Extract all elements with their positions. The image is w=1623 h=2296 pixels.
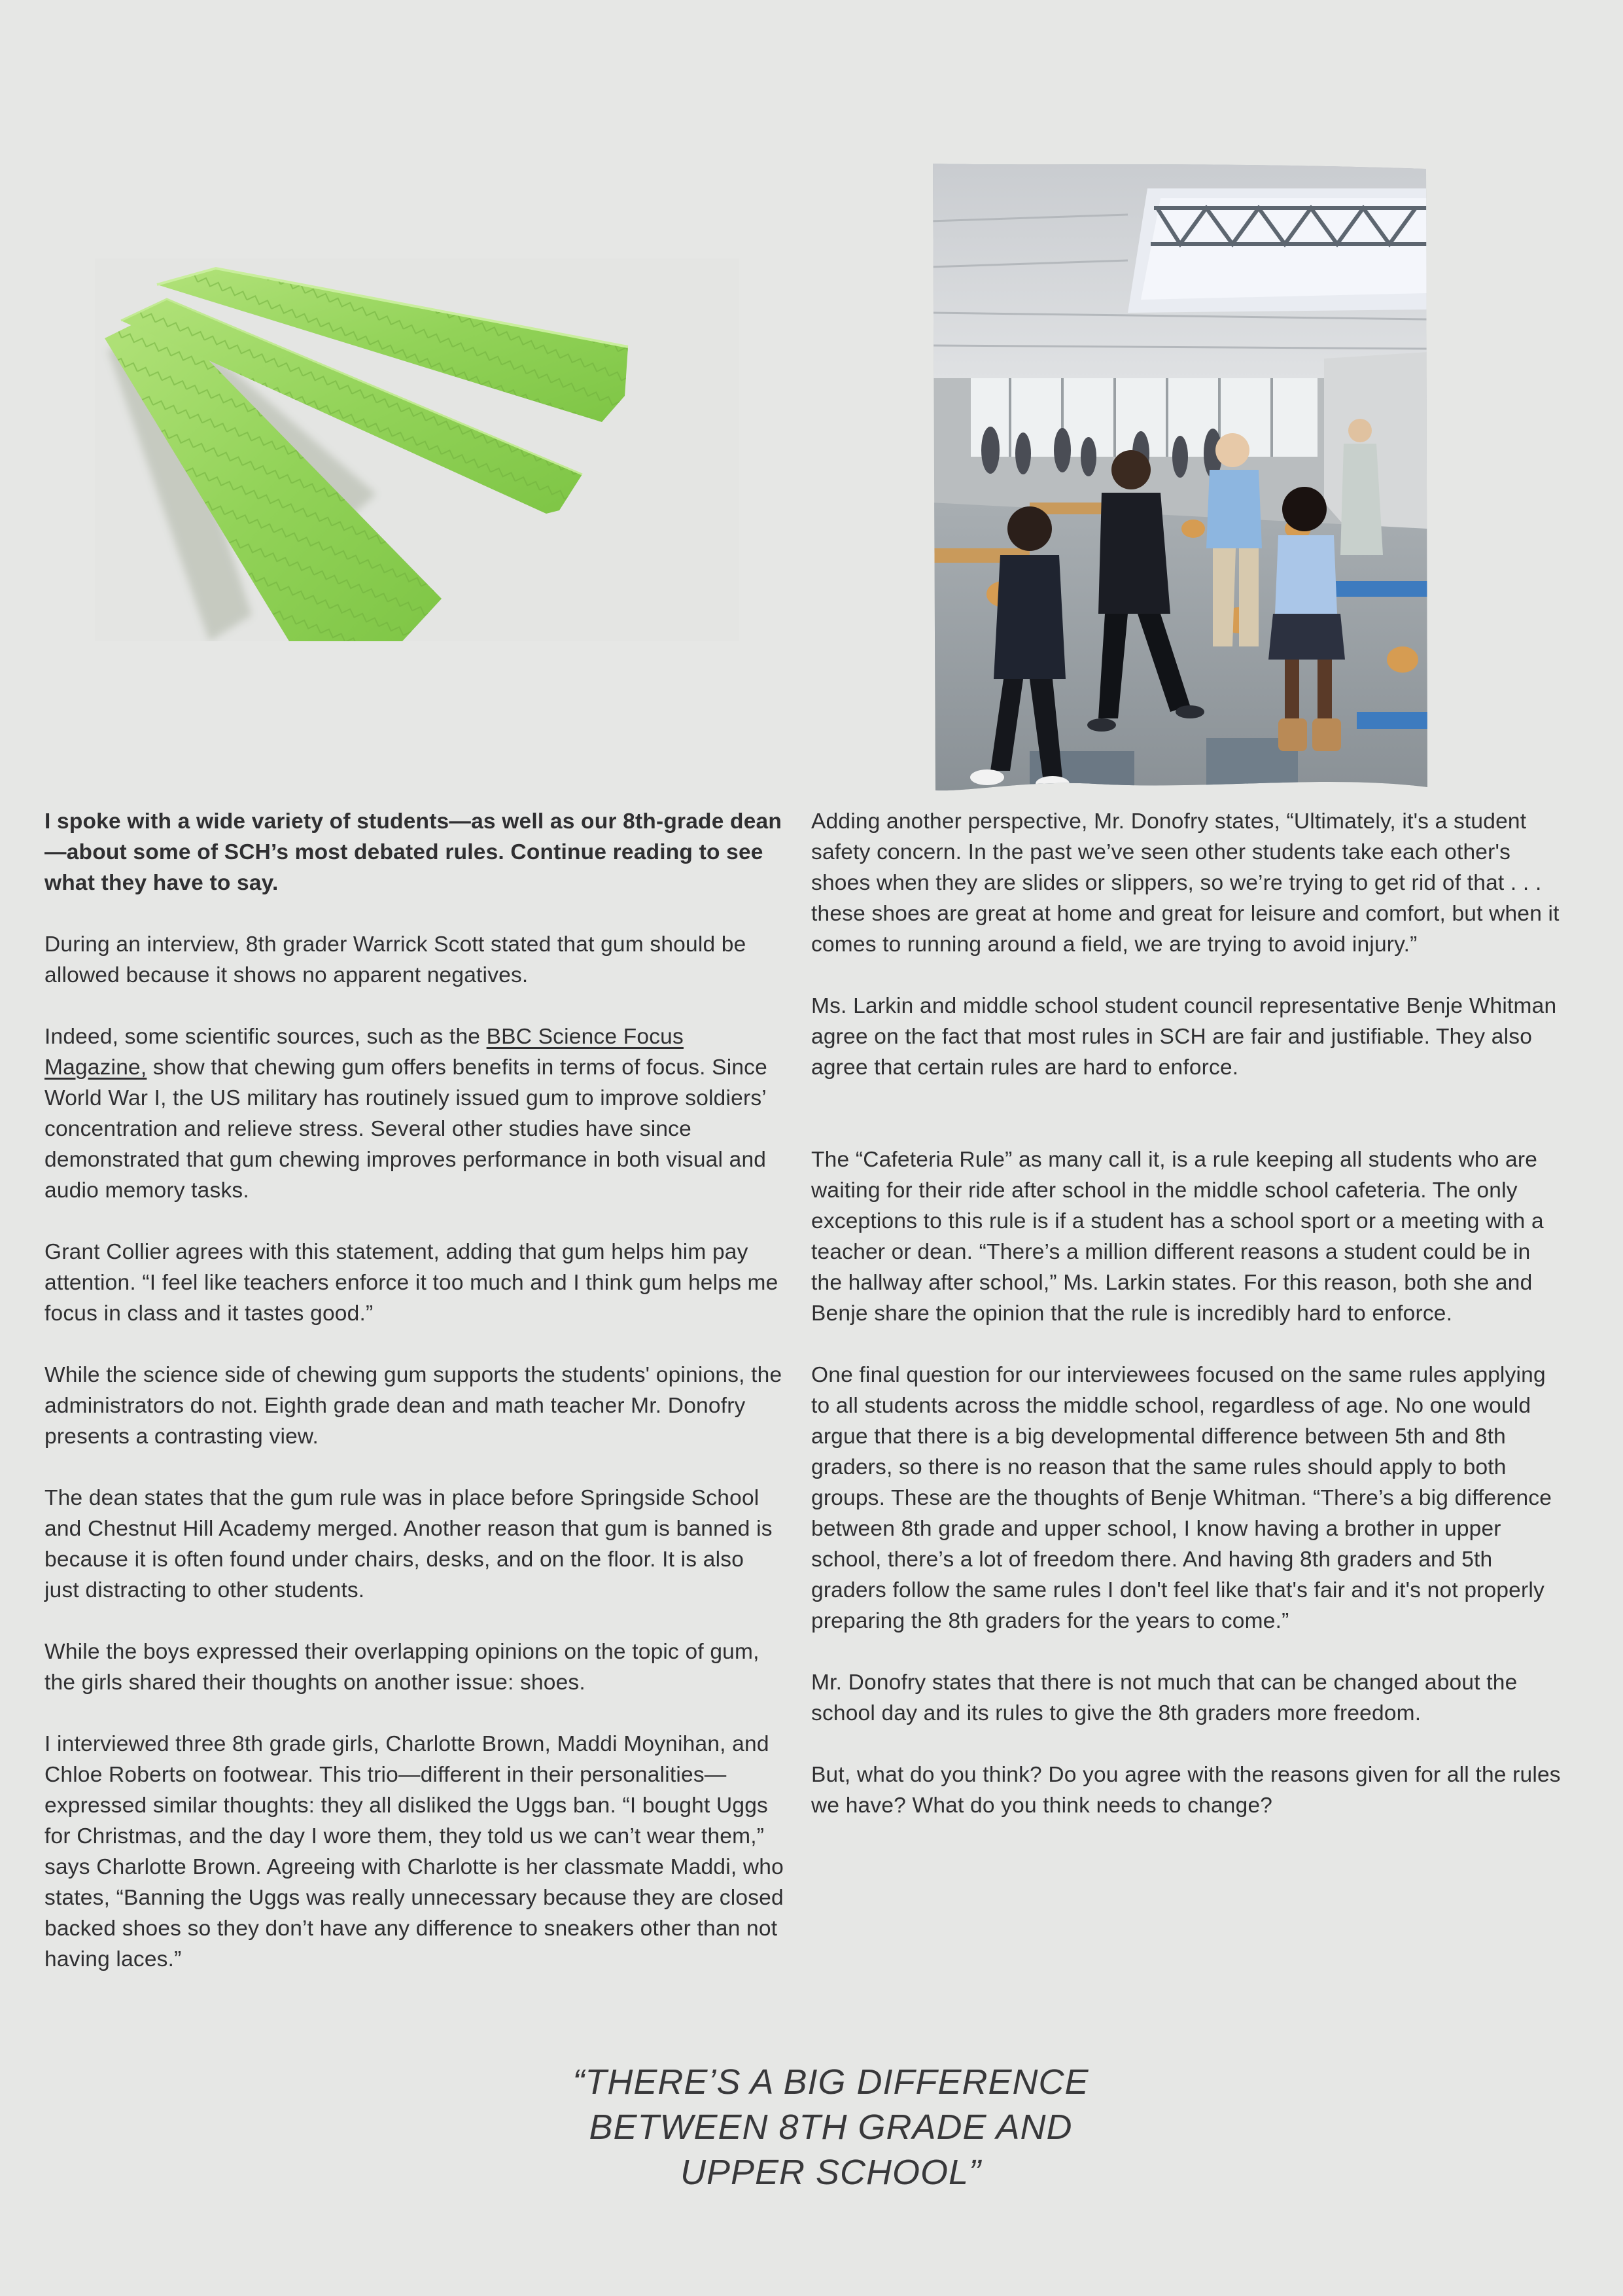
- pull-quote-line-1: “THERE’S A BIG DIFFERENCE: [572, 2062, 1089, 2102]
- cafeteria-photo: [932, 162, 1427, 792]
- science-sources-text-before: Indeed, some scientific sources, such as the: [44, 1025, 487, 1049]
- paragraph-student-safety: Adding another perspective, Mr. Donofry states, “Ultimately, it's a student safety concern. In the past we’ve seen other students take each other's shoes when they are slides or slippers, so we’re trying to get rid of that . . . these shoes are great at home and great for leisure and comfort, but when it comes to running around a field, we are trying to avoid injury.”: [811, 809, 1560, 957]
- paragraph-gum-rule-history: The dean states that the gum rule was in place before Springside School and Chestnut Hill Academy merged. Another reason that gum is banned is because it is often found under chairs, desks, and on the floor. It is also just distracting to other students.: [44, 1486, 773, 1602]
- science-sources-text-after: show that chewing gum offers benefits in terms of focus. Since World War I, the US military has routinely issued gum to improve soldiers’ concentration and relieve stress. Several other studies have since demonstrated that gum chewing improves performance in both visual and audio memory tasks.: [44, 1055, 767, 1203]
- article-lead: I spoke with a wide variety of students—as well as our 8th-grade dean—about some of SCH’s most debated rules. Continue reading to see what they have to say.: [44, 809, 782, 895]
- school-cafeteria-icon: [932, 162, 1427, 792]
- article-left-column: [44, 806, 784, 2005]
- green-gum-sticks-icon: [95, 258, 739, 641]
- paragraph-rules-fair: Ms. Larkin and middle school student council representative Benje Whitman agree on the fact that most rules in SCH are fair and justifiable. They also agree that certain rules are hard to enforce.: [811, 994, 1557, 1080]
- gum-photo: [95, 258, 739, 641]
- paragraph-closing-question: But, what do you think? Do you agree with the reasons given for all the rules we have? What do you think needs to change?: [811, 1763, 1561, 1818]
- paragraph-donofry-freedom: Mr. Donofry states that there is not much that can be changed about the school day and its rules to give the 8th graders more freedom.: [811, 1670, 1518, 1725]
- article-right-column: [811, 806, 1563, 1852]
- paragraph-shoes-transition: While the boys expressed their overlapping opinions on the topic of gum, the girls shared their thoughts on another issue: shoes.: [44, 1640, 759, 1695]
- paragraph-science-sources: [44, 1021, 784, 1206]
- paragraph-uggs-ban: I interviewed three 8th grade girls, Charlotte Brown, Maddi Moynihan, and Chloe Roberts on footwear. This trio—different in their personalities—expressed similar thoughts: they all disliked the Uggs ban. “I bought Uggs for Christmas, and the day I wore them, they told us we can’t wear them,” says Charlotte Brown. Agreeing with Charlotte is her classmate Maddi, who states, “Banning the Uggs was really unnecessary because they are closed backed shoes so they don’t have any difference to sneakers other than not having laces.”: [44, 1732, 784, 1971]
- pull-quote-line-3: UPPER SCHOOL”: [680, 2153, 982, 2192]
- paragraph-warrick-scott: During an interview, 8th grader Warrick Scott stated that gum should be allowed because it shows no apparent negatives.: [44, 932, 746, 987]
- paragraph-same-rules: One final question for our interviewees focused on the same rules applying to all students across the middle school, regardless of age. No one would argue that there is a big developmental difference between 5th and 8th graders, so there is no reason that the same rules should apply to both groups. These are the thoughts of Benje Whitman. “There’s a big difference between 8th grade and upper school, I know having a brother in upper school, there’s a lot of freedom there. And having 8th graders and 5th graders follow the same rules I don't feel like that's fair and it's not properly preparing the 8th graders for the years to come.”: [811, 1363, 1552, 1633]
- paragraph-administrators-view: While the science side of chewing gum supports the students' opinions, the administrators do not. Eighth grade dean and math teacher Mr. Donofry presents a contrasting view.: [44, 1363, 782, 1449]
- paragraph-grant-collier: Grant Collier agrees with this statement, adding that gum helps him pay attention. “I feel like teachers enforce it too much and I think gum helps me focus in class and it tastes good.”: [44, 1240, 778, 1326]
- bbc-science-focus-link[interactable]: BBC Science Focus Magazine,: [44, 1025, 684, 1080]
- pull-quote-line-2: BETWEEN 8TH GRADE AND: [589, 2108, 1073, 2147]
- paragraph-cafeteria-rule: The “Cafeteria Rule” as many call it, is a rule keeping all students who are waiting for their ride after school in the middle school cafeteria. The only exceptions to this rule is if a student has a school sport or a meeting with a teacher or dean. “There’s a million different reasons a student could be in the hallway after school,” Ms. Larkin states. For this reason, both she and Benje share the opinion that the rule is incredibly hard to enforce.: [811, 1148, 1544, 1326]
- pull-quote: [419, 2060, 1243, 2195]
